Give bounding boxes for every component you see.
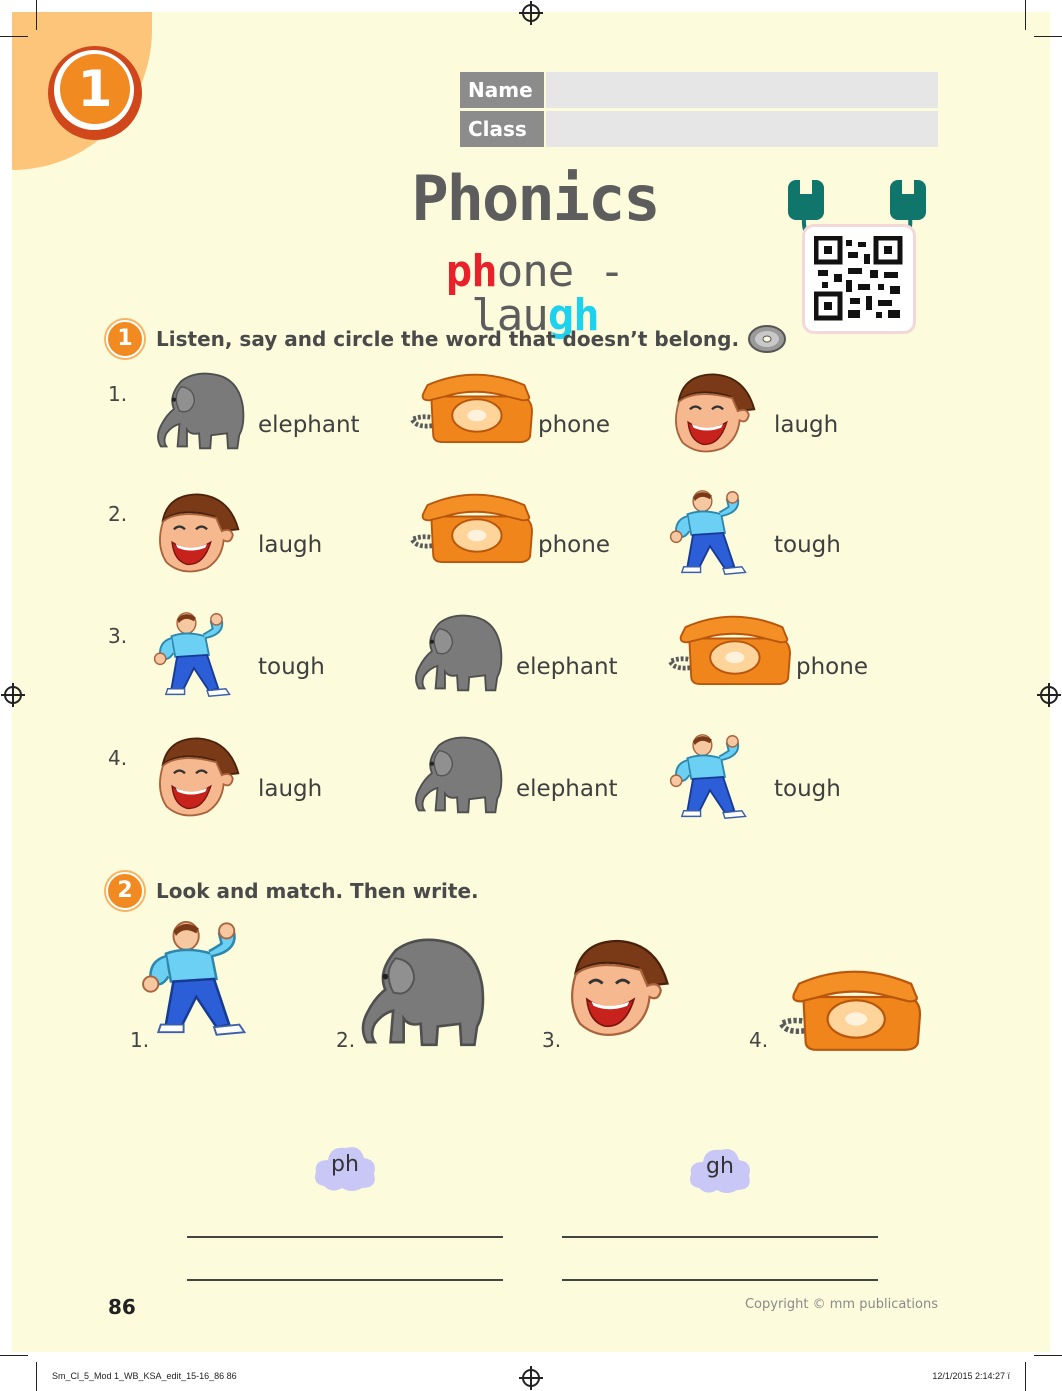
word-choice[interactable]: [150, 368, 380, 460]
row-number: 1.: [108, 382, 128, 406]
match-number: 3.: [542, 1028, 562, 1052]
registration-mark-icon: [4, 686, 22, 704]
match-number: 2.: [336, 1028, 356, 1052]
choice-word: tough: [774, 532, 841, 558]
match-number: 4.: [749, 1028, 769, 1052]
unit-number: 1: [60, 54, 130, 124]
row-number: 4.: [108, 746, 128, 770]
choice-word: tough: [258, 654, 325, 680]
row-number: 2.: [108, 502, 128, 526]
phone-icon[interactable]: [772, 964, 936, 1052]
crop-mark: [1034, 36, 1062, 37]
word-choice[interactable]: [150, 488, 380, 580]
crop-mark: [36, 0, 37, 30]
crop-mark: [0, 1355, 28, 1356]
match-number: 1.: [130, 1028, 150, 1052]
phone-icon: [408, 368, 542, 444]
cloud-gh: [687, 1144, 753, 1196]
page-title: Phonics: [411, 162, 659, 235]
laugh-icon: [150, 488, 242, 578]
tough-icon: [666, 488, 752, 578]
choice-word: elephant: [516, 654, 618, 680]
exercise-2-heading: [106, 872, 479, 910]
gh-writing-line-1[interactable]: [562, 1236, 878, 1238]
word-choice[interactable]: [150, 610, 380, 702]
phone-icon: [666, 610, 800, 686]
subtitle-separator: -: [573, 246, 625, 297]
choice-word: elephant: [516, 776, 618, 802]
tough-icon: [666, 732, 752, 822]
choice-word: elephant: [258, 412, 360, 438]
subtitle-one: one: [496, 246, 574, 297]
crop-mark: [1025, 0, 1026, 30]
word-choice[interactable]: [408, 732, 638, 824]
subtitle-ph: ph: [445, 246, 497, 297]
gh-writing-line-2[interactable]: [562, 1279, 878, 1281]
word-choice[interactable]: [666, 368, 896, 460]
crop-mark: [36, 1362, 37, 1391]
cloud-ph-label: ph: [331, 1152, 359, 1177]
choice-word: phone: [538, 532, 610, 558]
elephant-icon: [150, 368, 250, 452]
choice-word: tough: [774, 776, 841, 802]
unit-number-badge: [48, 46, 142, 140]
choice-word: laugh: [258, 532, 323, 558]
phone-icon: [408, 488, 542, 564]
copyright-notice: Copyright © mm publications: [744, 1297, 938, 1312]
elephant-icon: [408, 610, 508, 694]
cd-icon[interactable]: [747, 324, 787, 354]
word-choice[interactable]: [408, 610, 638, 702]
print-slug-timestamp: 12/1/2015 2:14:27 ï: [932, 1371, 1010, 1381]
choice-word: phone: [538, 412, 610, 438]
crop-mark: [0, 36, 28, 37]
elephant-icon[interactable]: [346, 932, 498, 1050]
choice-word: laugh: [774, 412, 839, 438]
cloud-gh-label: gh: [706, 1154, 734, 1179]
cloud-ph: [312, 1142, 378, 1194]
class-label: Class: [460, 111, 544, 147]
choice-word: phone: [796, 654, 868, 680]
class-field[interactable]: [546, 111, 938, 147]
word-choice[interactable]: [150, 732, 380, 824]
exercise-1-number: 1: [106, 320, 144, 358]
word-choice[interactable]: [666, 732, 896, 824]
row-number: 3.: [108, 624, 128, 648]
qr-code-icon: [802, 224, 916, 334]
registration-mark-icon: [1040, 686, 1058, 704]
choice-word: laugh: [258, 776, 323, 802]
name-label: Name: [460, 72, 544, 108]
tough-icon: [150, 610, 236, 700]
elephant-icon: [408, 732, 508, 816]
exercise-2-number: 2: [106, 872, 144, 910]
ph-writing-line-2[interactable]: [187, 1279, 503, 1281]
laugh-icon[interactable]: [560, 932, 672, 1044]
page-number: 86: [108, 1295, 136, 1319]
registration-mark-icon: [522, 4, 540, 22]
subtitle-gh: gh: [547, 290, 599, 341]
word-choice[interactable]: [408, 488, 638, 580]
exercise-1-heading: [106, 320, 787, 358]
print-slug-filename: Sm_Cl_5_Mod 1_WB_KSA_edit_15-16_86 86: [52, 1371, 237, 1381]
audio-qr-code[interactable]: [784, 176, 930, 334]
word-choice[interactable]: [666, 610, 896, 702]
laugh-icon: [666, 368, 758, 458]
crop-mark: [1025, 1362, 1026, 1391]
name-field[interactable]: [546, 72, 938, 108]
subtitle-lau: lau: [471, 290, 548, 341]
crop-mark: [1034, 1355, 1062, 1356]
word-choice[interactable]: [666, 488, 896, 580]
tough-icon[interactable]: [138, 914, 252, 1044]
name-class-table: [460, 72, 938, 150]
exercise-2-instruction: Look and match. Then write.: [156, 879, 479, 903]
registration-mark-icon: [522, 1369, 540, 1387]
ph-writing-line-1[interactable]: [187, 1236, 503, 1238]
exercise-1-instruction: Listen, say and circle the word that doesn’t belong.: [156, 327, 740, 351]
word-choice[interactable]: [408, 368, 638, 460]
laugh-icon: [150, 732, 242, 822]
